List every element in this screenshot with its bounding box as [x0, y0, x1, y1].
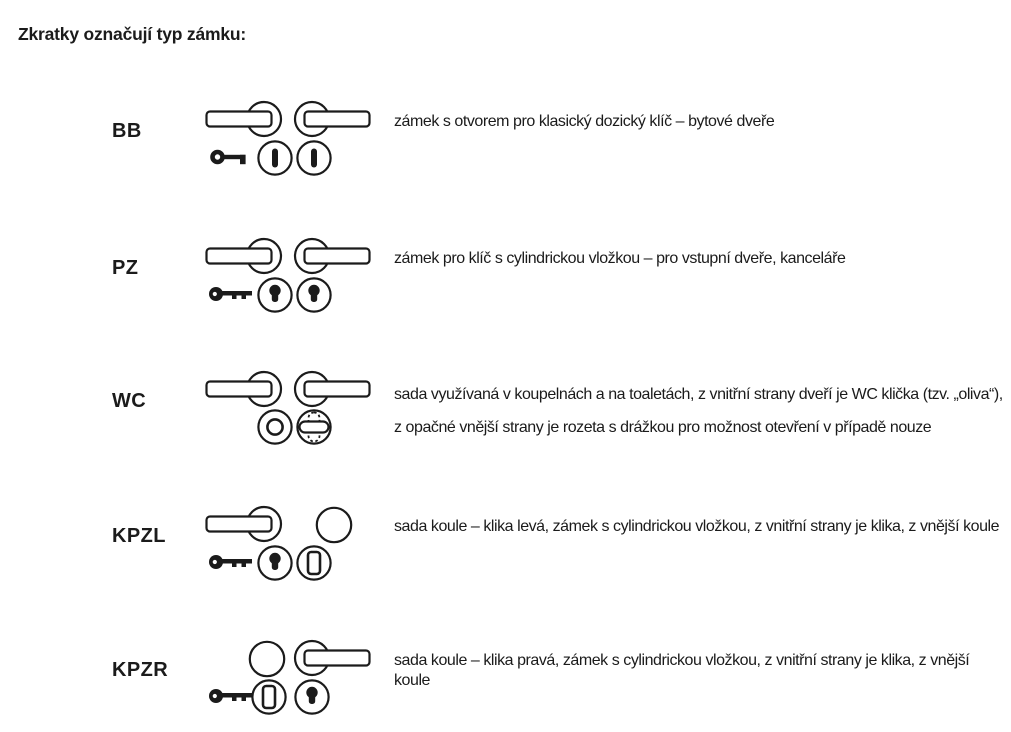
lever-handle-right-icon — [293, 638, 371, 678]
cylinder-key-icon — [208, 684, 254, 708]
lock-code-label: KPZR — [112, 659, 169, 681]
lock-description: sada koule – klika pravá, zámek s cylindrickou vložkou, z vnitřní strany je klika, z vnější koule — [394, 652, 970, 689]
pz-keyhole-rosette-icon — [257, 277, 293, 313]
door-knob-icon — [315, 506, 353, 544]
lever-handle-left-icon — [205, 504, 283, 544]
lock-description: zámek s otvorem pro klasický dozický klíč – bytové dveře — [394, 113, 775, 130]
lock-type-row-kpzr — [0, 638, 1011, 718]
thumbturn-rosette-icon — [251, 679, 287, 715]
cylinder-key-icon — [208, 550, 254, 574]
lock-description-line1: sada využívaná v koupelnách a na toaletách, z vnitřní strany dveří je WC klička (tzv. „oliva“), — [394, 386, 1003, 403]
bb-keyhole-rosette-icon — [257, 140, 293, 176]
lock-code-label: WC — [112, 390, 147, 412]
thumbturn-rosette-icon — [296, 545, 332, 581]
cylinder-key-icon — [208, 282, 254, 306]
bb-keyhole-rosette-icon — [296, 140, 332, 176]
lever-handle-right-icon — [293, 99, 371, 139]
pz-keyhole-rosette-icon — [296, 277, 332, 313]
lever-handle-left-icon — [205, 369, 283, 409]
lock-description: sada koule – klika levá, zámek s cylindrickou vložkou, z vnitřní strany je klika, z vnější koule — [394, 518, 1000, 535]
lock-type-row-wc — [0, 369, 1011, 449]
lock-description-line2: z opačné vnější strany je rozeta s drážkou pro možnost otevření v případě nouze — [394, 419, 932, 436]
classic-key-icon — [210, 145, 254, 169]
pz-keyhole-rosette-icon — [294, 679, 330, 715]
lever-handle-left-icon — [205, 99, 283, 139]
lock-code-label: KPZL — [112, 525, 166, 547]
wc-oliva-thumbturn-icon — [296, 409, 332, 445]
lock-code-label: PZ — [112, 257, 139, 279]
lock-description — [394, 378, 1006, 444]
lock-code-label: BB — [112, 120, 142, 142]
lock-type-row-bb — [0, 99, 1011, 179]
lock-description: zámek pro klíč s cylindrickou vložkou – pro vstupní dveře, kanceláře — [394, 250, 846, 267]
door-knob-icon — [248, 640, 286, 678]
groove-rosette-icon — [257, 409, 293, 445]
page-title: Zkratky označují typ zámku: — [18, 24, 246, 44]
lock-type-row-pz — [0, 236, 1011, 316]
lock-type-row-kpzl — [0, 504, 1011, 584]
lever-handle-right-icon — [293, 369, 371, 409]
lever-handle-left-icon — [205, 236, 283, 276]
lever-handle-right-icon — [293, 236, 371, 276]
pz-keyhole-rosette-icon — [257, 545, 293, 581]
